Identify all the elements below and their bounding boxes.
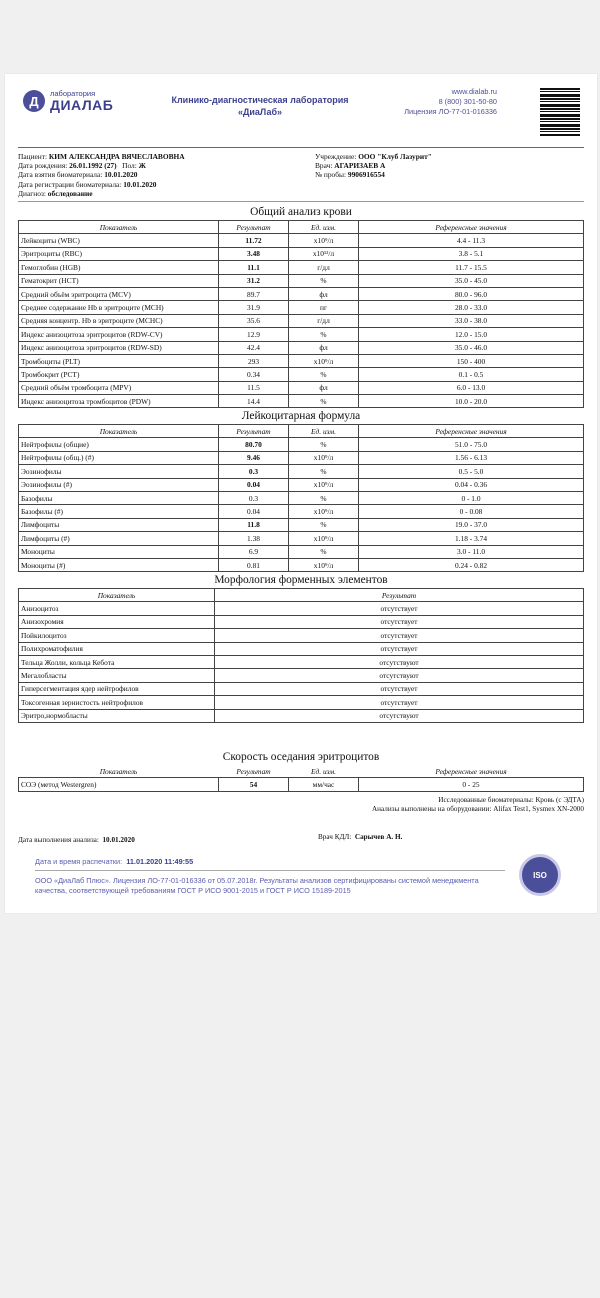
- cell-result: отсутствуют: [215, 655, 584, 668]
- cell-unit: г/дл: [289, 314, 359, 327]
- section-title-esr: Скорость оседания эритроцитов: [222, 751, 380, 763]
- cell-name: Базофилы (#): [19, 505, 219, 518]
- table-row: [19, 478, 584, 491]
- lab-name-line1: Клинико-диагностическая лаборатория: [171, 95, 349, 105]
- cell-name: Гематокрит (HCT): [19, 274, 219, 287]
- cell-name: Анизохромия: [19, 615, 215, 628]
- cell-name: Моноциты (#): [19, 558, 219, 571]
- cell-ref: 6.0 - 13.0: [359, 381, 584, 394]
- table-row: [19, 669, 584, 682]
- cell-name: Нейтрофилы (общ.) (#): [19, 451, 219, 464]
- cell-unit: x10¹²/л: [289, 247, 359, 260]
- table-row: [19, 234, 584, 247]
- cell-name: Индекс анизоцитоза тромбоцитов (PDW): [19, 395, 219, 408]
- table-header-row: Показатель Результат Ед. изм. Референсные значения: [99, 766, 507, 776]
- cell-name: СОЭ (метод Westergren): [19, 778, 219, 791]
- cell-unit: x10⁹/л: [289, 234, 359, 247]
- table-row: [19, 655, 584, 668]
- cell-result: 6.9: [219, 545, 289, 558]
- cell-name: Тельца Жолли, кольца Кебота: [19, 655, 215, 668]
- cell-unit: x10⁹/л: [289, 505, 359, 518]
- cell-unit: %: [289, 438, 359, 451]
- cell-ref: 0 - 0.08: [359, 505, 584, 518]
- cell-result: 11.72: [219, 234, 289, 247]
- patient-name: КИМ АЛЕКСАНДРА ВЯЧЕСЛАВОВНА: [48, 152, 185, 161]
- cell-name: Лимфоциты (#): [19, 532, 219, 545]
- cell-ref: 12.0 - 15.0: [359, 328, 584, 341]
- section-title-leuko: Лейкоцитарная формула: [241, 410, 361, 422]
- cell-unit: фл: [289, 287, 359, 300]
- cell-name: Индекс анизоцитоза эритроцитов (RDW-SD): [19, 341, 219, 354]
- cell-result: 9.46: [219, 451, 289, 464]
- divider: [35, 870, 505, 871]
- table-row: [19, 709, 584, 722]
- cell-ref: 35.0 - 46.0: [359, 341, 584, 354]
- cell-unit: %: [289, 518, 359, 531]
- cell-ref: 150 - 400: [359, 354, 584, 367]
- cell-unit: x10⁹/л: [289, 451, 359, 464]
- cell-result: 11.1: [219, 261, 289, 274]
- patient-sex: Ж: [138, 161, 146, 171]
- cell-result: 0.04: [219, 478, 289, 491]
- table-header-row: Показатель Результат Ед. изм. Референсные значения: [19, 425, 584, 438]
- cell-ref: 0.1 - 0.5: [359, 368, 584, 381]
- cell-name: Индекс анизоцитоза эритроцитов (RDW-CV): [19, 328, 219, 341]
- cell-result: 0.04: [219, 505, 289, 518]
- cell-unit: фл: [289, 341, 359, 354]
- cell-name: Лимфоциты: [19, 518, 219, 531]
- cell-result: 0.34: [219, 368, 289, 381]
- cell-result: 1.38: [219, 532, 289, 545]
- cell-name: Среднее содержание Hb в эритроците (MCH): [19, 301, 219, 314]
- logo-subtitle: лаборатория: [50, 89, 96, 99]
- cell-unit: %: [289, 274, 359, 287]
- cell-result: отсутствует: [215, 682, 584, 695]
- table-row: [19, 287, 584, 300]
- license: Лицензия ЛО-77-01-016336: [404, 107, 497, 116]
- print-datetime: Дата и время распечатки: 11.01.2020 11:49:55: [35, 857, 194, 866]
- cell-ref: 80.0 - 96.0: [359, 287, 584, 300]
- cell-name: Полихроматофилия: [19, 642, 215, 655]
- cell-ref: 1.56 - 6.13: [359, 451, 584, 464]
- cell-unit: %: [289, 328, 359, 341]
- barcode-icon: [540, 88, 580, 136]
- institution: ООО "Клуб Лазурит": [358, 152, 432, 161]
- table-row: [19, 696, 584, 709]
- cell-ref: 3.8 - 5.1: [359, 247, 584, 260]
- cell-name: Эозинофилы (#): [19, 478, 219, 491]
- cell-unit: x10⁹/л: [289, 478, 359, 491]
- esr-table: [18, 765, 584, 792]
- cell-unit: %: [289, 395, 359, 408]
- cell-name: Эритро,нормобласты: [19, 709, 215, 722]
- cell-result: 293: [219, 354, 289, 367]
- cbc-table: [18, 220, 584, 408]
- cell-ref: 35.0 - 45.0: [359, 274, 584, 287]
- cell-ref: 0.04 - 0.36: [359, 478, 584, 491]
- cell-result: 31.9: [219, 301, 289, 314]
- cell-unit: x10⁹/л: [289, 558, 359, 571]
- cell-unit: фл: [289, 381, 359, 394]
- footer-notes: [372, 796, 584, 814]
- table-row: [19, 451, 584, 464]
- cell-result: 11.5: [219, 381, 289, 394]
- table-row: [19, 682, 584, 695]
- cell-result: отсутствует: [215, 696, 584, 709]
- cell-result: отсутствует: [215, 615, 584, 628]
- cell-ref: 33.0 - 38.0: [359, 314, 584, 327]
- table-row: [19, 532, 584, 545]
- cell-unit: %: [289, 368, 359, 381]
- cell-ref: 0.5 - 5.0: [359, 465, 584, 478]
- cell-result: 0.3: [219, 491, 289, 504]
- cell-ref: 0 - 25: [359, 778, 584, 791]
- table-row: [19, 491, 584, 504]
- cell-result: 54: [219, 778, 289, 791]
- cell-unit: г/дл: [289, 261, 359, 274]
- table-row: [19, 558, 584, 571]
- leuko-table: [18, 424, 584, 572]
- lab-name-line2: «ДиаЛаб»: [237, 107, 283, 117]
- cell-name: Средний объём тромбоцита (MPV): [19, 381, 219, 394]
- table-row: [19, 642, 584, 655]
- divider: [18, 147, 584, 148]
- cell-result: 3.48: [219, 247, 289, 260]
- site-link[interactable]: www.dialab.ru: [451, 87, 497, 96]
- cell-name: Гиперсегментация ядер нейтрофилов: [19, 682, 215, 695]
- cell-name: Гемоглобин (HGB): [19, 261, 219, 274]
- table-row: [19, 465, 584, 478]
- sample-date: 10.01.2020: [104, 170, 138, 180]
- cell-result: 12.9: [219, 328, 289, 341]
- doctor: АГАРИЗАЕВ А: [334, 161, 386, 171]
- cell-ref: 11.7 - 15.5: [359, 261, 584, 274]
- table-row: [19, 518, 584, 531]
- cell-ref: 1.18 - 3.74: [359, 532, 584, 545]
- table-header-row: Показатель Результат: [19, 589, 584, 602]
- table-row: [19, 545, 584, 558]
- cell-name: Тромбокрит (PCT): [19, 368, 219, 381]
- iso-badge-icon: ISO: [519, 854, 561, 896]
- dialab-logo: [23, 90, 113, 112]
- lab-contacts: [385, 87, 497, 117]
- cell-name: Средняя концентр. Hb в эритроците (MCHC): [19, 314, 219, 327]
- cell-ref: 3.0 - 11.0: [359, 545, 584, 558]
- table-row: [19, 778, 584, 791]
- cell-result: отсутствуют: [215, 669, 584, 682]
- table-row: [19, 505, 584, 518]
- table-row: [19, 314, 584, 327]
- lab-report-sheet: [5, 74, 597, 913]
- table-row: [19, 328, 584, 341]
- cell-name: Лейкоциты (WBC): [19, 234, 219, 247]
- cell-unit: пг: [289, 301, 359, 314]
- cell-result: отсутствует: [215, 602, 584, 615]
- patient-info-left: Пациент: КИМ АЛЕКСАНДРА ВЯЧЕСЛАВОВНА Дата рождения: 26.01.1992 (27) Пол: Ж Дата взятия биоматериала: 10.01.2020 Дата регистрации биоматериала: 10.01.2020 Диагноз: обследование: [18, 152, 185, 198]
- cell-result: отсутствует: [215, 642, 584, 655]
- cell-name: Эозинофилы: [19, 465, 219, 478]
- cell-unit: x10⁹/л: [289, 354, 359, 367]
- table-row: [19, 629, 584, 642]
- table-header-row: Показатель Результат Ед. изм. Референсные значения: [19, 221, 584, 234]
- lab-name: [155, 94, 365, 118]
- cell-ref: 28.0 - 33.0: [359, 301, 584, 314]
- cell-result: 31.2: [219, 274, 289, 287]
- cell-unit: %: [289, 465, 359, 478]
- table-row: [19, 301, 584, 314]
- cell-result: 11.8: [219, 518, 289, 531]
- cell-ref: 51.0 - 75.0: [359, 438, 584, 451]
- cell-name: Эритроциты (RBC): [19, 247, 219, 260]
- cell-unit: x10⁹/л: [289, 532, 359, 545]
- probe-number: 9906916554: [347, 170, 385, 180]
- table-row: [19, 341, 584, 354]
- table-row: [19, 438, 584, 451]
- cell-unit: %: [289, 491, 359, 504]
- cell-name: Пойкилоцитоз: [19, 629, 215, 642]
- table-row: [19, 354, 584, 367]
- dialab-logo-icon: Д: [23, 90, 45, 112]
- cell-ref: 4.4 - 11.3: [359, 234, 584, 247]
- phone: 8 (800) 301-50-80: [438, 97, 497, 106]
- cell-name: Средний объём эритроцита (MCV): [19, 287, 219, 300]
- cell-result: 0.3: [219, 465, 289, 478]
- cell-result: 14.4: [219, 395, 289, 408]
- cell-ref: 0.24 - 0.82: [359, 558, 584, 571]
- cell-result: 35.6: [219, 314, 289, 327]
- cell-result: отсутствует: [215, 629, 584, 642]
- morph-table: [18, 588, 584, 723]
- patient-dob: 26.01.1992 (27): [69, 161, 117, 171]
- cell-name: Базофилы: [19, 491, 219, 504]
- cell-name: Моноциты: [19, 545, 219, 558]
- table-row: [19, 274, 584, 287]
- cell-result: 89.7: [219, 287, 289, 300]
- cell-result: 0.81: [219, 558, 289, 571]
- biomaterial-note: Исследованные биоматериалы: Кровь (с ЭДТА): [438, 796, 584, 804]
- table-row: [19, 615, 584, 628]
- cell-result: 80.70: [219, 438, 289, 451]
- cell-unit: мм/час: [289, 778, 359, 791]
- cell-name: Тромбоциты (PLT): [19, 354, 219, 367]
- cell-name: Мегалобласты: [19, 669, 215, 682]
- cell-result: отсутствуют: [215, 709, 584, 722]
- table-row: [19, 602, 584, 615]
- section-title-cbc: Общий анализ крови: [250, 206, 352, 218]
- patient-info-right: Учреждение: ООО "Клуб Лазурит" Врач: АГАРИЗАЕВ А № пробы: 9906916554: [315, 152, 432, 180]
- analysis-date: Дата выполнения анализа: 10.01.2020: [18, 836, 135, 844]
- cell-name: Токсогенная зернистость нейтрофилов: [19, 696, 215, 709]
- equipment-note: Анализы выполнены на оборудовании: Alifax Test1, Sysmex XN-2000: [371, 805, 584, 813]
- kdl-doctor: Врач КДЛ: Сарычев А. Н.: [318, 833, 403, 841]
- cell-ref: 10.0 - 20.0: [359, 395, 584, 408]
- table-row: [19, 261, 584, 274]
- report-header: [5, 74, 597, 146]
- section-title-morph: Морфология форменных элементов: [214, 574, 388, 586]
- cell-ref: 0 - 1.0: [359, 491, 584, 504]
- logo-title: ДИАЛАБ: [50, 96, 114, 113]
- diagnosis: обследование: [47, 188, 93, 198]
- cell-result: 42.4: [219, 341, 289, 354]
- cell-unit: %: [289, 545, 359, 558]
- cell-name: Нейтрофилы (общие): [19, 438, 219, 451]
- table-row: [19, 368, 584, 381]
- table-row: [19, 395, 584, 408]
- table-row: [19, 381, 584, 394]
- table-row: [19, 247, 584, 260]
- cell-ref: 19.0 - 37.0: [359, 518, 584, 531]
- divider: [18, 201, 584, 202]
- registration-date: 10.01.2020: [123, 179, 157, 189]
- license-footer: ООО «ДиаЛаб Плюс». Лицензия ЛО-77-01-016336 от 05.07.2018г. Результаты анализов сертифицированы системой менеджмента качества, соответствующей требованиям ГОСТ Р ИСО 9001-2015 и ГОСТ Р ИСО 15189-2015: [35, 876, 479, 895]
- cell-name: Анизоцитоз: [19, 602, 215, 615]
